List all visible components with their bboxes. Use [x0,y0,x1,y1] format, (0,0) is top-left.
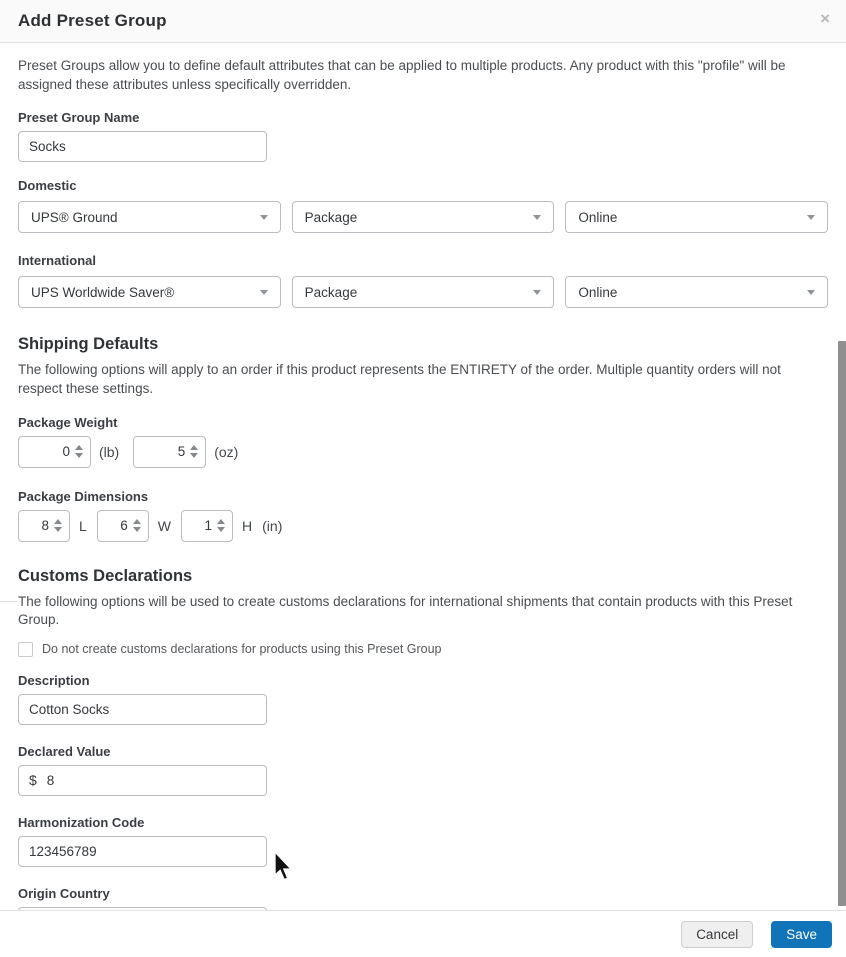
harmonization-code-label: Harmonization Code [18,814,145,830]
preset-group-name-label: Preset Group Name [18,110,140,126]
stepper-up-icon[interactable] [217,519,225,524]
declared-value-label: Declared Value [18,743,111,759]
length-input[interactable] [25,518,53,533]
declared-value-text: 8 [46,772,55,788]
modal-title: Add Preset Group [18,11,167,30]
weight-oz-stepper[interactable] [133,436,206,468]
customs-description: The following options will be used to create customs declarations for international shipments that contain products with this Preset Group. [18,593,793,628]
stepper-down-icon[interactable] [133,527,141,532]
intro-text: Preset Groups allow you to define default attributes that can be applied to multiple products. Any product with this "profile" will be assigned these attributes unless specifically overridden. [18,58,786,92]
stepper-up-icon[interactable] [190,445,198,450]
modal-footer [0,910,846,957]
package-dimensions-label: Package Dimensions [18,488,149,504]
currency-symbol: $ [29,772,37,789]
description-input[interactable] [18,694,267,725]
dropdown-caret-icon [807,215,815,220]
save-button[interactable]: Save [771,921,832,948]
international-service-select[interactable] [18,276,281,308]
preset-group-name-input[interactable] [18,131,267,162]
domestic-label: Domestic [18,178,77,194]
domestic-service-value: UPS® Ground [31,209,118,225]
stepper-up-icon[interactable] [54,519,62,524]
stepper-down-icon[interactable] [217,527,225,532]
package-dimensions-row [18,510,828,542]
skip-customs-label: Do not create customs declarations for products using this Preset Group [42,642,442,657]
width-unit-label: W [157,517,172,534]
dimension-height-stepper[interactable] [181,510,233,542]
dropdown-caret-icon [533,290,541,295]
international-package-value: Package [304,284,358,300]
stepper-icons [74,445,84,458]
domestic-confirmation-select[interactable] [565,201,828,233]
height-unit-label: H [242,517,253,534]
dropdown-caret-icon [533,215,541,220]
dimension-length-stepper[interactable] [18,510,70,542]
description-label: Description [18,672,90,688]
oz-unit-label: (oz) [214,443,239,460]
package-weight-row [18,436,828,468]
width-input[interactable] [104,518,132,533]
dimension-width-stepper[interactable] [97,510,149,542]
declared-value-field[interactable] [18,765,267,796]
international-package-select[interactable] [292,276,555,308]
edge-divider [0,601,17,602]
origin-country-label: Origin Country [18,885,110,901]
domestic-row [18,201,828,233]
international-confirmation-select[interactable] [565,276,828,308]
domestic-package-value: Package [304,209,358,225]
stepper-icons [132,519,142,532]
international-service-value: UPS Worldwide Saver® [31,284,175,300]
dropdown-caret-icon [807,290,815,295]
dropdown-caret-icon [260,290,268,295]
domestic-service-select[interactable] [18,201,281,233]
stepper-icons [53,519,63,532]
customs-declarations-heading: Customs Declarations [18,566,193,585]
stepper-up-icon[interactable] [133,519,141,524]
stepper-down-icon[interactable] [54,527,62,532]
modal-body [0,44,846,910]
height-input[interactable] [188,518,216,533]
lb-unit-label: (lb) [99,443,120,460]
weight-lb-stepper[interactable] [18,436,91,468]
stepper-down-icon[interactable] [190,453,198,458]
harmonization-code-input[interactable] [18,836,267,867]
international-confirmation-value: Online [578,284,618,300]
stepper-icons [189,445,199,458]
international-label: International [18,253,97,269]
shipping-defaults-heading: Shipping Defaults [18,335,159,354]
international-row [18,276,828,308]
cancel-button[interactable]: Cancel [681,921,753,948]
modal-header [0,0,846,43]
length-unit-label: L [79,517,87,534]
shipping-defaults-description: The following options will apply to an order if this product represents the ENTIRETY of the order. Multiple quantity orders will not respect these settings. [18,362,781,396]
dimension-unit-label: (in) [262,517,283,534]
stepper-up-icon[interactable] [75,445,83,450]
scrollbar-thumb[interactable] [838,341,846,906]
dropdown-caret-icon [260,215,268,220]
weight-lb-input[interactable] [25,444,74,459]
domestic-package-select[interactable] [292,201,555,233]
stepper-icons [216,519,226,532]
skip-customs-checkbox[interactable] [18,642,33,657]
stepper-down-icon[interactable] [75,453,83,458]
package-weight-label: Package Weight [18,414,118,430]
domestic-confirmation-value: Online [578,209,618,225]
weight-oz-input[interactable] [140,444,189,459]
skip-customs-row [18,642,828,657]
close-icon[interactable]: × [820,9,830,28]
